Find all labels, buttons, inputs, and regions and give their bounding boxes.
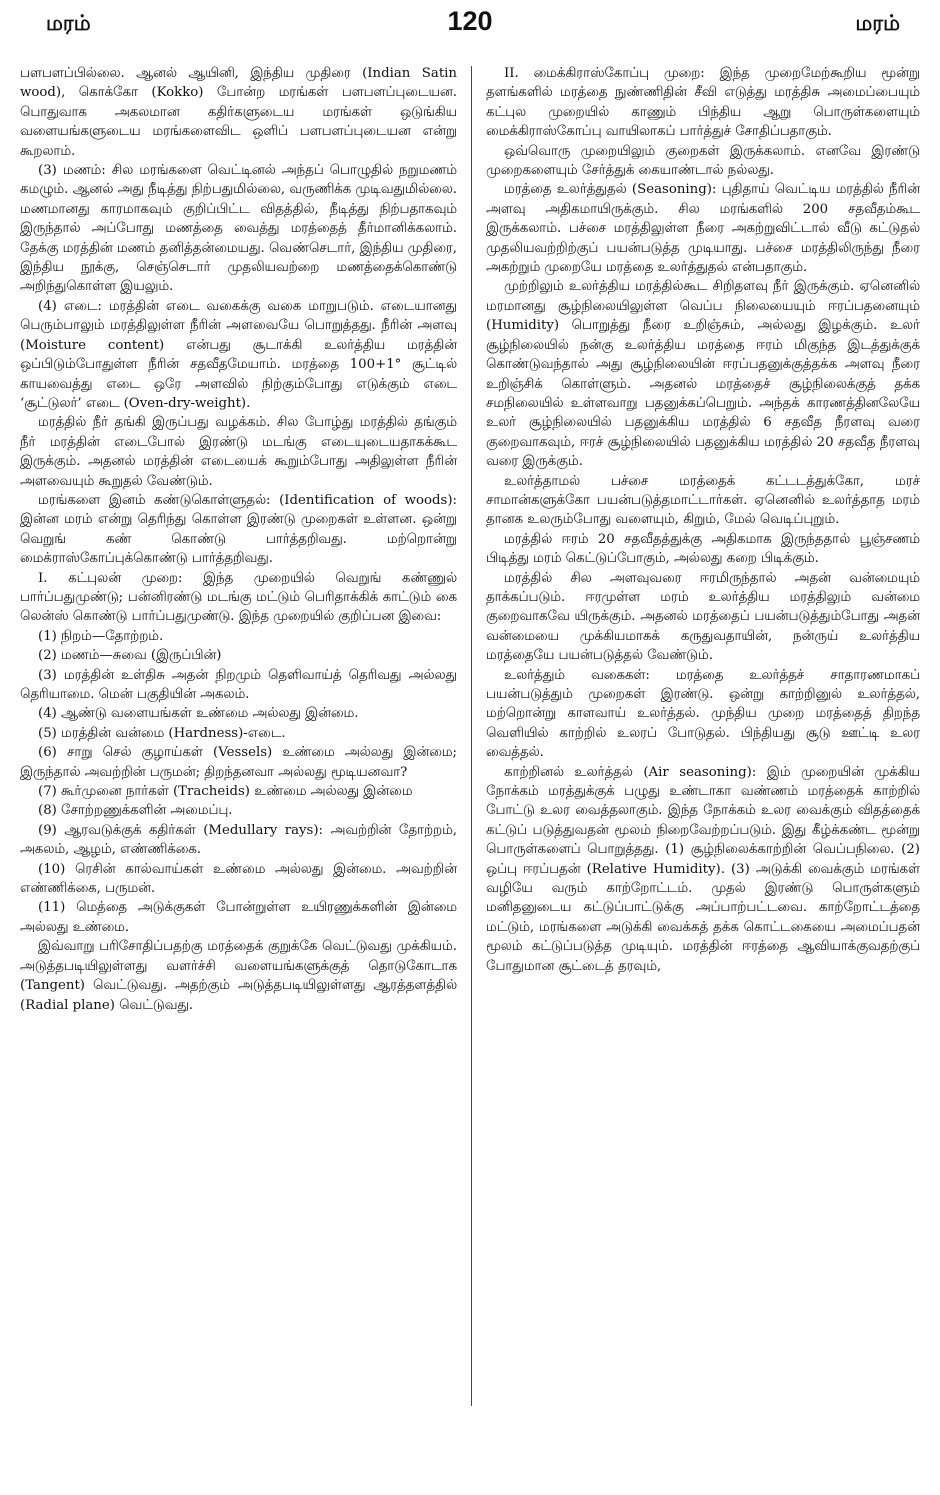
paragraph: (4) எடை: மரத்தின் எடை வகைக்கு வகை மாறுபடும். எடையானது பெரும்பாலும் மரத்திலுள்ள நீரின் அளவையே பொறுத்தது. நீரின் அளவு (Moisture content) என்பது சூடாக்கி உலர்த்திய மரத்தின் ஒப்பிடும்போதுள்ள நீரின் சதவீதமேயாம். மரத்தை 100+1° சூட்டில் காயவைத்து எடை ஒரே அளவில் நிற்கும்போது எடுக்கும் எடை ‘சூட்டுலர்’ எடை (Oven-dry-weight).	[20, 298, 457, 411]
paragraph: மரத்தில் நீர் தங்கி இருப்பது வழக்கம். சில போழ்து மரத்தில் தங்கும் நீர் மரத்தின் எடைபோல் இரண்டு மடங்கு எடையுடையதாகக்கூட இருக்கும். அதனல் மரத்தின் எடையைக் கூறும்போது அதிலுள்ள நீரின் அளவையும் கூறுதல் வேண்டும்.	[20, 415, 457, 489]
list-item: (3) மரத்தின் உள்திசு அதன் நிறமும் தெளிவாய்த் தெரிவது அல்லது தெரியாமை. மென் பகுதியின் அகலம்.	[20, 667, 457, 702]
left-column	[20, 64, 457, 1484]
running-head-right: மரம்	[855, 10, 900, 35]
paragraph: முற்றிலும் உலர்த்திய மரத்தில்கூட சிறிதளவு நீர் இருக்கும். ஏனெனில் மரமானது சூழ்நிலையிலுள்ள வெப்ப நிலையையும் ஈரப்பதனையும் (Humidity) பொறுத்து நீரை உறிஞ்சும், அல்லது இழக்கும். உலர் சூழ்நிலையில் நன்கு உலர்த்திய மரத்தை ஈரம் மிகுந்த இடத்துக்குக் கொண்டுவந்தால் அது சூழ்நிலையின் ஈரப்பதனுக்குத்தக்க அளவு நீரை உறிஞ்சிக் கொள்ளும். அதனல் மரத்தைச் சூழ்நிலைக்குத் தக்க சமநிலையில் உள்ளவாறு பதனுக்கப்பெறும். அந்தக் காரணத்தினலேயே உலர் சூழ்நிலையில் பதனுக்கிய மரத்தில் 6 சதவீத நீரளவு வரை குறைவாகவும், ஈரச் சூழ்நிலையில் பதனுக்கிய மரத்தில் 20 சதவீத நீரளவு வரை இருக்கும்.	[486, 279, 920, 470]
paragraph: II. மைக்கிராஸ்கோப்பு முறை: இந்த முறைமேற்கூறிய மூன்று தளங்களில் மரத்தை நுண்ணிதின் சீவி எடுத்து மரத்திசு அமைப்பையும் கட்புல முறையில் காணும் பிந்திய ஆறு பொருள்களையும் மைக்கிராஸ்கோப்பு வாயிலாகப் பார்த்துச் சோதிப்பதாகும்.	[486, 66, 920, 140]
list-item: (7) கூர்முனை நார்கள் (Tracheids) உண்மை அல்லது இன்மை	[38, 784, 413, 800]
list-item: (8) சோற்றணுக்களின் அமைப்பு.	[38, 803, 233, 819]
list-item: (4) ஆண்டு வளையங்கள் உண்மை அல்லது இன்மை.	[38, 706, 359, 722]
running-head-left: மரம்	[46, 10, 91, 35]
paragraph: I. கட்புலன் முறை: இந்த முறையில் வெறுங் கண்ணுல் பார்ப்பதுமுண்டு; பன்னிரண்டு மடங்கு மட்டும் பெரிதாக்கிக் காட்டும் கை லென்ஸ் கொண்டு பார்ப்பதுமுண்டு. இந்த முறையில் குறிப்பன இவை:	[20, 570, 457, 625]
paragraph: காற்றினல் உலர்த்தல் (Air seasoning): இம் முறையின் முக்கிய நோக்கம் மரத்துக்குக் பழுது உண்டாகா வண்ணம் மரத்தைக் காற்றில் போட்டு உலர வைத்தலாகும். இந்த நோக்கம் உலர வைக்கும் விதத்தைக் கட்டுப் படுத்துவதன் மூலம் நிறைவேற்றப்படும். இது கீழ்க்கண்ட மூன்று பொருள்களைப் பொறுத்தது. (1) சூழ்நிலைக்காற்றின் வெப்பநிலை. (2) ஒப்பு ஈரப்பதன் (Relative Humidity). (3) அடுக்கி வைக்கும் மரங்கள் வழியே வரும் காற்றோட்டம். முதல் இரண்டு பொருள்களும் மனிதனுடைய கட்டுப்பாட்டுக்கு அப்பாற்பட்டவை. காற்றோட்டத்தை மட்டும், மரங்களை அடுக்கி வைக்கத் தக்க கொட்டகையை அமைப்பதன் மூலம் கட்டுப்படுத்த முடியும். மரத்தின் ஈரத்தை ஆவியாக்குவதற்குப் போதுமான சூட்டைத் தரவும்,	[486, 764, 920, 974]
paragraph: மரங்களை இனம் கண்டுகொள்ளுதல்: (Identification of woods): இன்ன மரம் என்று தெரிந்து கொள்ள இரண்டு முறைகள் உள்ளன. ஒன்று வெறுங் கண் கொண்டு பார்த்தறிவது. மற்றொன்று மைக்ராஸ்கோப்புக்கொண்டு பார்த்தறிவது.	[20, 492, 457, 567]
paragraph: உலர்த்தும் வகைகள்: மரத்தை உலர்த்தச் சாதாரணமாகப் பயன்படுத்தும் முறைகள் இரண்டு. ஒன்று காற்றினுல் உலர்த்தல், மற்றொன்று காளவாய் உலர்த்தல். முந்திய முறை மரத்தைத் திறந்த வெளியில் காற்றில் உலரப் போடுதல். பிந்தியது சூடு ஊட்டி உலர வைத்தல்.	[486, 667, 920, 761]
list-item: (6) சாறு செல் குழாய்கள் (Vessels) உண்மை அல்லது இன்மை; இருந்தால் அவற்றின் பருமன்; திறந்தனவா அல்லது மூடியனவா?	[20, 745, 457, 780]
paragraph: மரத்தை உலர்த்துதல் (Seasoning): புதிதாய் வெட்டிய மரத்தில் நீரின் அளவு அதிகமாயிருக்கும். சில மரங்களில் 200 சதவீதம்கூட இருக்கலாம். பச்சை மரத்திலுள்ள நீரை அகற்றுவிட்டால் வீடு கட்டுதல் முதலியவற்றிற்குப் பயன்படுத்த முடியாது. பச்சை மரத்திலிருந்து நீரை அகற்றும் முறையே மரத்தை உலர்த்துதல் என்பதாகும்.	[486, 182, 920, 276]
list-item: (1) நிறம்—தோற்றம்.	[38, 628, 164, 644]
paragraph: மரத்தில் ஈரம் 20 சதவீதத்துக்கு அதிகமாக இருந்ததால் பூஞ்சணம் பிடித்து மரம் கெட்டுப்போகும், அல்லது கறை பிடிக்கும்.	[486, 531, 920, 567]
column-divider	[471, 66, 472, 1406]
list-item: (11) மெத்தை அடுக்குகள் போன்றுள்ள உயிரணுக்களின் இன்மை அல்லது உண்மை.	[20, 900, 457, 935]
paragraph: மரத்தில் சில அளவுவரை ஈரமிருந்தால் அதன் வன்மையும் தாக்கப்படும். ஈரமுள்ள மரம் உலர்த்திய மரத்திலும் வன்மை குறைவாகவே யிருக்கும். அதனல் மரத்தைப் பயன்படுத்தும்போது அதன் வன்மையை முக்கியமாகக் கருதுவதாயின், நன்ருய் உலர்த்திய மரத்தையே பயன்படுத்தல் வேண்டும்.	[486, 570, 920, 664]
page-header	[0, 0, 940, 46]
paragraph: உலர்த்தாமல் பச்சை மரத்தைக் கட்டடத்துக்கோ, மரச் சாமான்களுக்கோ பயன்படுத்தமாட்டார்கள். ஏனெனில் உலர்த்தாத மரம் தானக உலரும்போது வளையும், கிறும், மேல் வெடிப்புறும்.	[486, 473, 920, 528]
list-item: (2) மணம்—சுவை (இருப்பின்)	[38, 648, 222, 664]
list-item: (10) ரெசின் கால்வாய்கள் உண்மை அல்லது இன்மை. அவற்றின் எண்ணிக்கை, பருமன்.	[20, 861, 457, 897]
list-item: (9) ஆரவடுக்குக் கதிர்கள் (Medullary rays): அவற்றின் தோற்றம், அகலம், ஆழம், எண்ணிக்கை.	[20, 822, 457, 858]
paragraph: இவ்வாறு பரிசோதிப்பதற்கு மரத்தைக் குறுக்கே வெட்டுவது முக்கியம். அடுத்தபடியிலுள்ளது வளர்ச்சி வளையங்களுக்குத் தொடுகோடாக (Tangent) வெட்டுவது. அதற்கும் அடுத்தபடியிலுள்ளது ஆரத்தளத்தில் (Radial plane) வெட்டுவது.	[20, 939, 457, 1013]
paragraph: ஒவ்வொரு முறையிலும் குறைகள் இருக்கலாம். எனவே இரண்டு முறைகளையும் சேர்த்துக் கையாண்டால் நல்லது.	[486, 143, 920, 179]
list-item: (5) மரத்தின் வன்மை (Hardness)-எடை.	[38, 725, 286, 741]
right-column	[486, 64, 920, 1484]
paragraph: பளபளப்பில்லை. ஆனல் ஆயினி, இந்திய முதிரை (Indian Satin wood), கொக்கோ (Kokko) போன்ற மரங்கள் பளபளப்புடையன. பொதுவாக அகலமான கதிர்களுடைய மரங்கள் ஒடுங்கிய வளையங்களுடைய மரங்களைவிட ஒளிப் பளபளப்புடையன என்று கூறலாம்.	[20, 66, 457, 159]
paragraph: (3) மணம்: சில மரங்களை வெட்டினல் அந்தப் பொழுதில் நறுமணம் கமழும். ஆனல் அது நீடித்து நிற்பதுமில்லை, வருணிக்க முடிவதுமில்லை. மணமானது காரமாகவும் குறிப்பிட்ட விதத்தில், நீடித்து நிற்பதாகவும் இருந்தால் அப்போது மணத்தை வைத்து மரத்தைத் தீர்மானிக்கலாம். தேக்கு மரத்தின் மணம் தனித்தன்மையது. வெண்செடார், இந்திய முதிரை, இந்திய நூக்கு, செஞ்செடார் முதலியவற்றை மணத்தைக்கொண்டு அறிந்துகொள்ள இயலும்.	[20, 163, 457, 295]
page-number: 120	[447, 6, 493, 36]
